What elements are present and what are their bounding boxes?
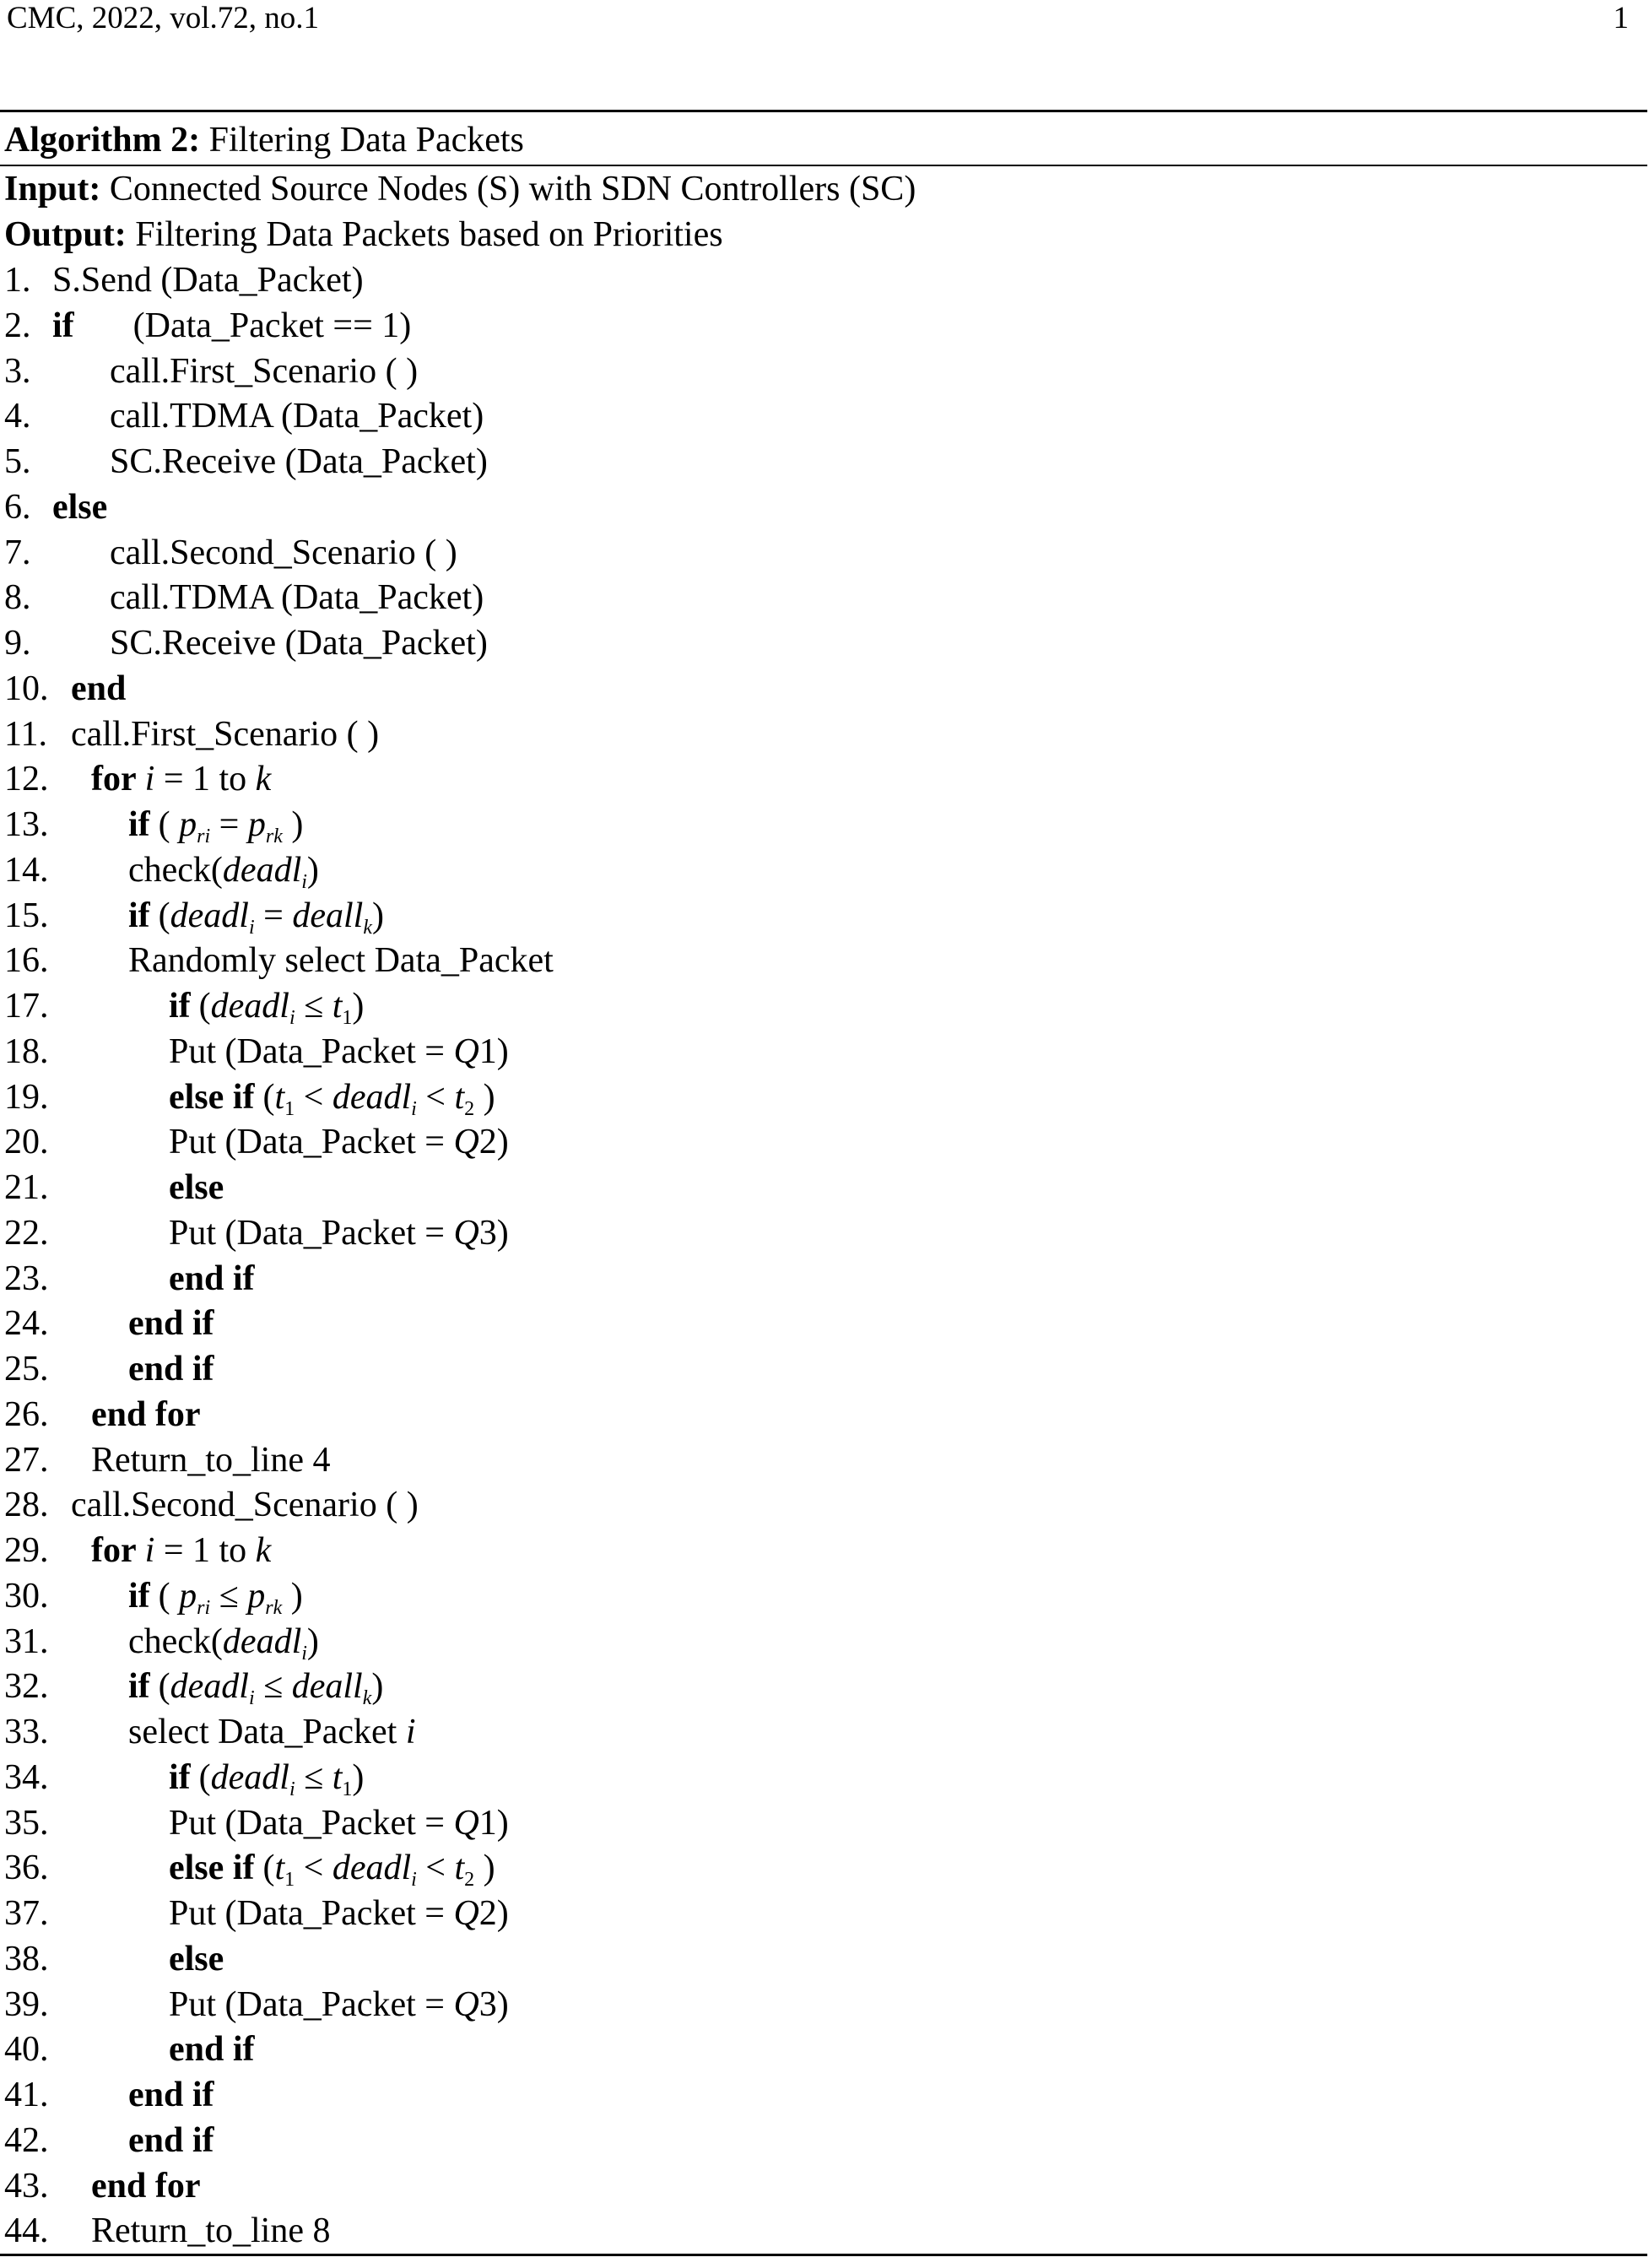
line-number: 44. <box>4 2211 49 2251</box>
line-number: 36. <box>4 1849 49 1888</box>
algorithm-line <box>0 1392 1647 1437</box>
line-number: 18. <box>4 1031 49 1071</box>
line-number: 32. <box>4 1667 49 1707</box>
line-code <box>169 2027 255 2072</box>
line-code <box>110 575 484 620</box>
algorithm-line <box>0 303 1647 349</box>
statement: ( $p_{ri} \le p_{rk}$ ) <box>158 1576 303 1619</box>
line-number: 29. <box>4 1531 49 1570</box>
statement: SC.Receive (Data_Packet) <box>110 442 488 481</box>
algorithm-line <box>0 2208 1647 2254</box>
line-code <box>169 1210 509 1256</box>
algorithm-line <box>0 349 1647 394</box>
line-code <box>169 1891 509 1936</box>
statement: i = 1 to k <box>144 760 272 799</box>
statement: call.TDMA (Data_Packet) <box>110 578 484 618</box>
line-number: 31. <box>4 1621 49 1661</box>
line-number: 15. <box>4 896 49 935</box>
algorithm-title <box>0 112 1647 166</box>
line-code <box>128 2118 214 2163</box>
algorithm-line <box>0 484 1647 530</box>
line-number: 22. <box>4 1213 49 1253</box>
line-code <box>128 1346 214 1392</box>
line-code <box>169 1800 509 1846</box>
line-code <box>169 1982 509 2027</box>
statement: Put (Data_Packet = Q3) <box>169 1984 509 2024</box>
line-code <box>110 393 484 439</box>
algorithm-name: Filtering Data Packets <box>208 121 524 160</box>
algorithm-line <box>0 1165 1647 1210</box>
algorithm-line <box>0 1845 1647 1891</box>
line-code <box>110 530 457 576</box>
algorithm-line <box>0 666 1647 712</box>
line-code <box>169 1936 224 1982</box>
line-code <box>128 1301 214 1346</box>
line-number: 34. <box>4 1757 49 1797</box>
algorithm-line <box>0 1664 1647 1709</box>
running-header <box>7 0 1629 37</box>
algorithm-box <box>0 110 1647 2256</box>
line-number: 5. <box>4 442 31 481</box>
line-code <box>52 303 411 349</box>
line-number: 26. <box>4 1394 49 1434</box>
algorithm-label: Algorithm 2: <box>4 121 201 160</box>
algorithm-line <box>0 1029 1647 1074</box>
statement: (deadl$_i$ = deall$_k$) <box>158 896 384 939</box>
line-number: 9. <box>4 624 31 663</box>
keyword: end <box>71 668 127 708</box>
statement: SC.Receive (Data_Packet) <box>110 624 488 663</box>
line-number: 38. <box>4 1939 49 1978</box>
output-text: Filtering Data Packets based on Priorities <box>135 215 723 254</box>
statement: call.Second_Scenario ( ) <box>71 1486 419 1525</box>
line-code <box>128 938 554 983</box>
line-code <box>71 712 379 757</box>
line-number: 28. <box>4 1486 49 1525</box>
line-number: 24. <box>4 1304 49 1344</box>
keyword: else if <box>169 1077 255 1117</box>
keyword: end if <box>128 1350 214 1388</box>
line-number: 6. <box>4 487 31 527</box>
algorithm-line <box>0 1346 1647 1392</box>
statement: Randomly select Data_Packet <box>128 941 554 981</box>
statement: call.First_Scenario ( ) <box>110 351 419 391</box>
algorithm-line <box>0 1936 1647 1982</box>
line-code <box>52 484 107 530</box>
algorithm-line <box>0 938 1647 983</box>
keyword: for <box>91 760 137 799</box>
algorithm-line <box>0 575 1647 620</box>
statement: Put (Data_Packet = Q1) <box>169 1803 509 1843</box>
line-number: 25. <box>4 1350 49 1388</box>
algorithm-line <box>0 1800 1647 1846</box>
statement: (deadl$_i$ ≤ t1) <box>198 987 365 1029</box>
algorithm-line <box>0 620 1647 666</box>
statement: (t1 < deadl$_i$ < t2 ) <box>262 1077 495 1120</box>
line-number: 11. <box>4 714 47 754</box>
keyword: if <box>169 987 191 1026</box>
algorithm-line <box>0 1482 1647 1528</box>
algorithm-line <box>0 439 1647 484</box>
line-code <box>169 1119 509 1165</box>
line-number: 23. <box>4 1258 49 1298</box>
keyword: end if <box>169 2030 255 2070</box>
algorithm-line <box>0 2027 1647 2072</box>
statement: Return_to_line 8 <box>91 2211 331 2251</box>
line-code <box>91 756 271 802</box>
statement: (t1 < deadl$_i$ < t2 ) <box>262 1849 495 1892</box>
statement: Put (Data_Packet = Q2) <box>169 1894 509 1933</box>
line-code <box>110 439 488 484</box>
statement: ( $p_{ri} = p_{rk}$ ) <box>158 805 304 847</box>
algorithm-lines <box>0 257 1647 2254</box>
algorithm-line <box>0 1755 1647 1800</box>
line-code <box>169 1256 255 1302</box>
line-code <box>128 2072 214 2118</box>
statement: i = 1 to k <box>144 1531 272 1570</box>
algorithm-line <box>0 2163 1647 2209</box>
line-number: 33. <box>4 1713 49 1751</box>
statement: call.First_Scenario ( ) <box>71 714 380 754</box>
line-code <box>91 2208 330 2254</box>
statement: (Data_Packet == 1) <box>132 306 412 345</box>
statement: check(deadl$_i$) <box>128 1621 319 1664</box>
keyword: end for <box>91 1394 201 1434</box>
line-number: 13. <box>4 805 49 844</box>
line-code <box>169 1165 224 1210</box>
line-code <box>71 1482 419 1528</box>
algorithm-line <box>0 1210 1647 1256</box>
line-number: 35. <box>4 1803 49 1843</box>
algorithm-line <box>0 893 1647 939</box>
output-label: Output: <box>4 215 127 254</box>
algorithm-line <box>0 1891 1647 1936</box>
line-number: 40. <box>4 2030 49 2070</box>
statement: (deadl$_i$ ≤ t1) <box>198 1757 365 1800</box>
algorithm-line <box>0 2072 1647 2118</box>
line-number: 12. <box>4 760 49 799</box>
algorithm-line <box>0 1301 1647 1346</box>
statement: (deadl$_i$ ≤ deall$_k$) <box>158 1667 384 1710</box>
algorithm-line <box>0 257 1647 303</box>
algorithm-line <box>0 983 1647 1029</box>
keyword: end if <box>128 2076 214 2114</box>
line-number: 16. <box>4 941 49 981</box>
line-number: 42. <box>4 2120 49 2160</box>
statement: check(deadl$_i$) <box>128 850 319 893</box>
algorithm-line <box>0 1256 1647 1302</box>
keyword: if <box>169 1757 191 1797</box>
statement: Return_to_line 4 <box>91 1440 331 1480</box>
keyword: for <box>91 1531 137 1570</box>
algorithm-line <box>0 1573 1647 1619</box>
keyword: else if <box>169 1849 255 1888</box>
algorithm-line <box>0 1709 1647 1755</box>
algorithm-line <box>0 1982 1647 2027</box>
keyword: if <box>128 1667 150 1707</box>
keyword: if <box>128 805 150 844</box>
statement: call.Second_Scenario ( ) <box>110 533 457 572</box>
input-label: Input: <box>4 170 101 208</box>
line-number: 21. <box>4 1168 49 1207</box>
line-number: 14. <box>4 850 49 890</box>
line-number: 7. <box>4 533 31 572</box>
algorithm-output <box>0 212 1647 257</box>
line-code <box>110 349 418 394</box>
algorithm-line <box>0 1119 1647 1165</box>
statement: Put (Data_Packet = Q2) <box>169 1123 509 1162</box>
line-code <box>91 1437 330 1483</box>
keyword: end if <box>128 1304 214 1344</box>
algorithm-line <box>0 712 1647 757</box>
line-number: 39. <box>4 1984 49 2024</box>
line-code <box>169 1029 509 1074</box>
line-number: 8. <box>4 578 31 618</box>
keyword: if <box>128 896 150 935</box>
algorithm-line <box>0 802 1647 847</box>
line-number: 30. <box>4 1576 49 1616</box>
keyword: else <box>52 487 108 527</box>
algorithm-line <box>0 393 1647 439</box>
line-number: 41. <box>4 2076 49 2114</box>
line-code <box>91 2163 201 2209</box>
line-code <box>110 620 488 666</box>
statement: S.Send (Data_Packet) <box>52 261 364 300</box>
line-number: 20. <box>4 1123 49 1162</box>
line-number: 37. <box>4 1894 49 1933</box>
statement: Put (Data_Packet = Q1) <box>169 1031 509 1071</box>
algorithm-line <box>0 2118 1647 2163</box>
input-text: Connected Source Nodes (S) with SDN Controllers (SC) <box>109 170 916 208</box>
keyword: end if <box>128 2120 214 2160</box>
line-number: 1. <box>4 261 31 300</box>
statement: call.TDMA (Data_Packet) <box>110 397 484 436</box>
keyword: end for <box>91 2166 201 2206</box>
algorithm-line <box>0 530 1647 576</box>
line-number: 19. <box>4 1077 49 1117</box>
line-code <box>71 666 126 712</box>
line-number: 2. <box>4 306 31 345</box>
algorithm-line <box>0 1528 1647 1573</box>
algorithm-line <box>0 756 1647 802</box>
algorithm-input <box>0 166 1647 212</box>
line-number: 17. <box>4 987 49 1026</box>
journal-citation: CMC, 2022, vol.72, no.1 <box>7 1 320 35</box>
line-number: 43. <box>4 2166 49 2206</box>
line-code <box>52 257 364 303</box>
line-code <box>91 1528 271 1573</box>
keyword: else <box>169 1939 224 1978</box>
algorithm-line <box>0 1437 1647 1483</box>
line-code <box>91 1392 201 1437</box>
statement: select Data_Packet i <box>128 1713 416 1751</box>
line-number: 3. <box>4 351 31 391</box>
line-number: 4. <box>4 397 31 436</box>
algorithm-line <box>0 1619 1647 1664</box>
algorithm-line <box>0 1074 1647 1120</box>
keyword: else <box>169 1168 224 1207</box>
page-number: 1 <box>1613 1 1629 35</box>
keyword: if <box>128 1576 150 1616</box>
keyword: if <box>52 306 74 345</box>
statement: Put (Data_Packet = Q3) <box>169 1213 509 1253</box>
line-number: 27. <box>4 1440 49 1480</box>
algorithm-line <box>0 847 1647 893</box>
keyword: end if <box>169 1258 255 1298</box>
line-number: 10. <box>4 668 49 708</box>
line-code <box>128 1709 416 1755</box>
